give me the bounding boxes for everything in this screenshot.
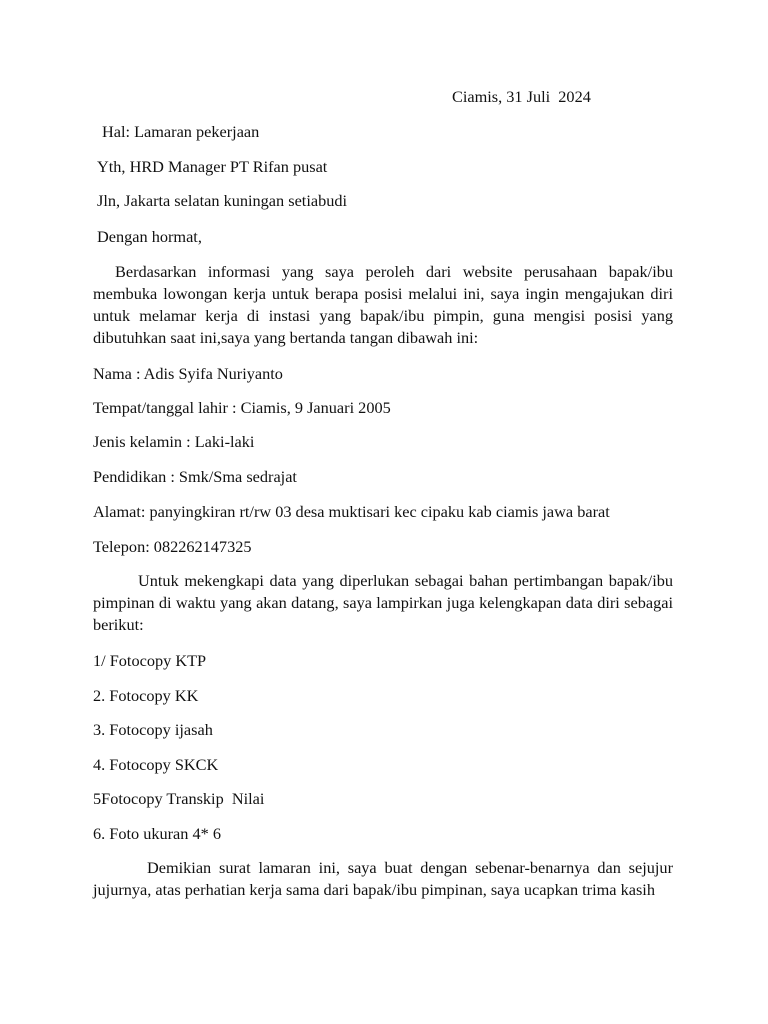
detail-address: Alamat: panyingkiran rt/rw 03 desa muktisari kec cipaku kab ciamis jawa barat (93, 502, 610, 521)
detail-name: Nama : Adis Syifa Nuriyanto (93, 364, 283, 383)
detail-phone: Telepon: 082262147325 (93, 537, 252, 556)
attachments-intro-paragraph: Untuk mekengkapi data yang diperlukan sebagai bahan pertimbangan bapak/ibu pimpinan di waktu yang akan datang, saya lampirkan juga kelengkapan data diri sebagai berikut: (93, 571, 673, 634)
detail-birth: Tempat/tanggal lahir : Ciamis, 9 Januari 2005 (93, 398, 391, 417)
letter-greeting: Dengan hormat, (97, 227, 202, 246)
closing-paragraph: Demikian surat lamaran ini, saya buat dengan sebenar-benarnya dan sejujur jujurnya, atas perhatian kerja sama dari bapak/ibu pimpinan, saya ucapkan trima kasih (93, 858, 673, 899)
attachment-item: 3. Fotocopy ijasah (93, 720, 213, 739)
detail-education: Pendidikan : Smk/Sma sedrajat (93, 467, 297, 486)
attachment-item: 5Fotocopy Transkip Nilai (93, 789, 265, 808)
letter-date: Ciamis, 31 Juli 2024 (452, 87, 591, 106)
detail-gender: Jenis kelamin : Laki-laki (93, 432, 255, 451)
letter-subject: Hal: Lamaran pekerjaan (102, 122, 260, 141)
recipient-address: Jln, Jakarta selatan kuningan setiabudi (97, 191, 348, 210)
letter-recipient: Yth, HRD Manager PT Rifan pusat (97, 157, 328, 176)
intro-paragraph: Berdasarkan informasi yang saya peroleh dari website perusahaan bapak/ibu membuka lowongan kerja untuk berapa posisi melalui ini, saya ingin mengajukan diri untuk melamar kerja di instasi yang bapak/ibu pimpin, guna mengisi posisi yang dibutuhkan saat ini,saya yang bertanda tangan dibawah ini: (93, 262, 673, 347)
attachment-item: 2. Fotocopy KK (93, 686, 199, 705)
attachment-item: 6. Foto ukuran 4* 6 (93, 824, 221, 843)
attachment-item: 1/ Fotocopy KTP (93, 651, 207, 670)
attachment-item: 4. Fotocopy SKCK (93, 755, 219, 774)
